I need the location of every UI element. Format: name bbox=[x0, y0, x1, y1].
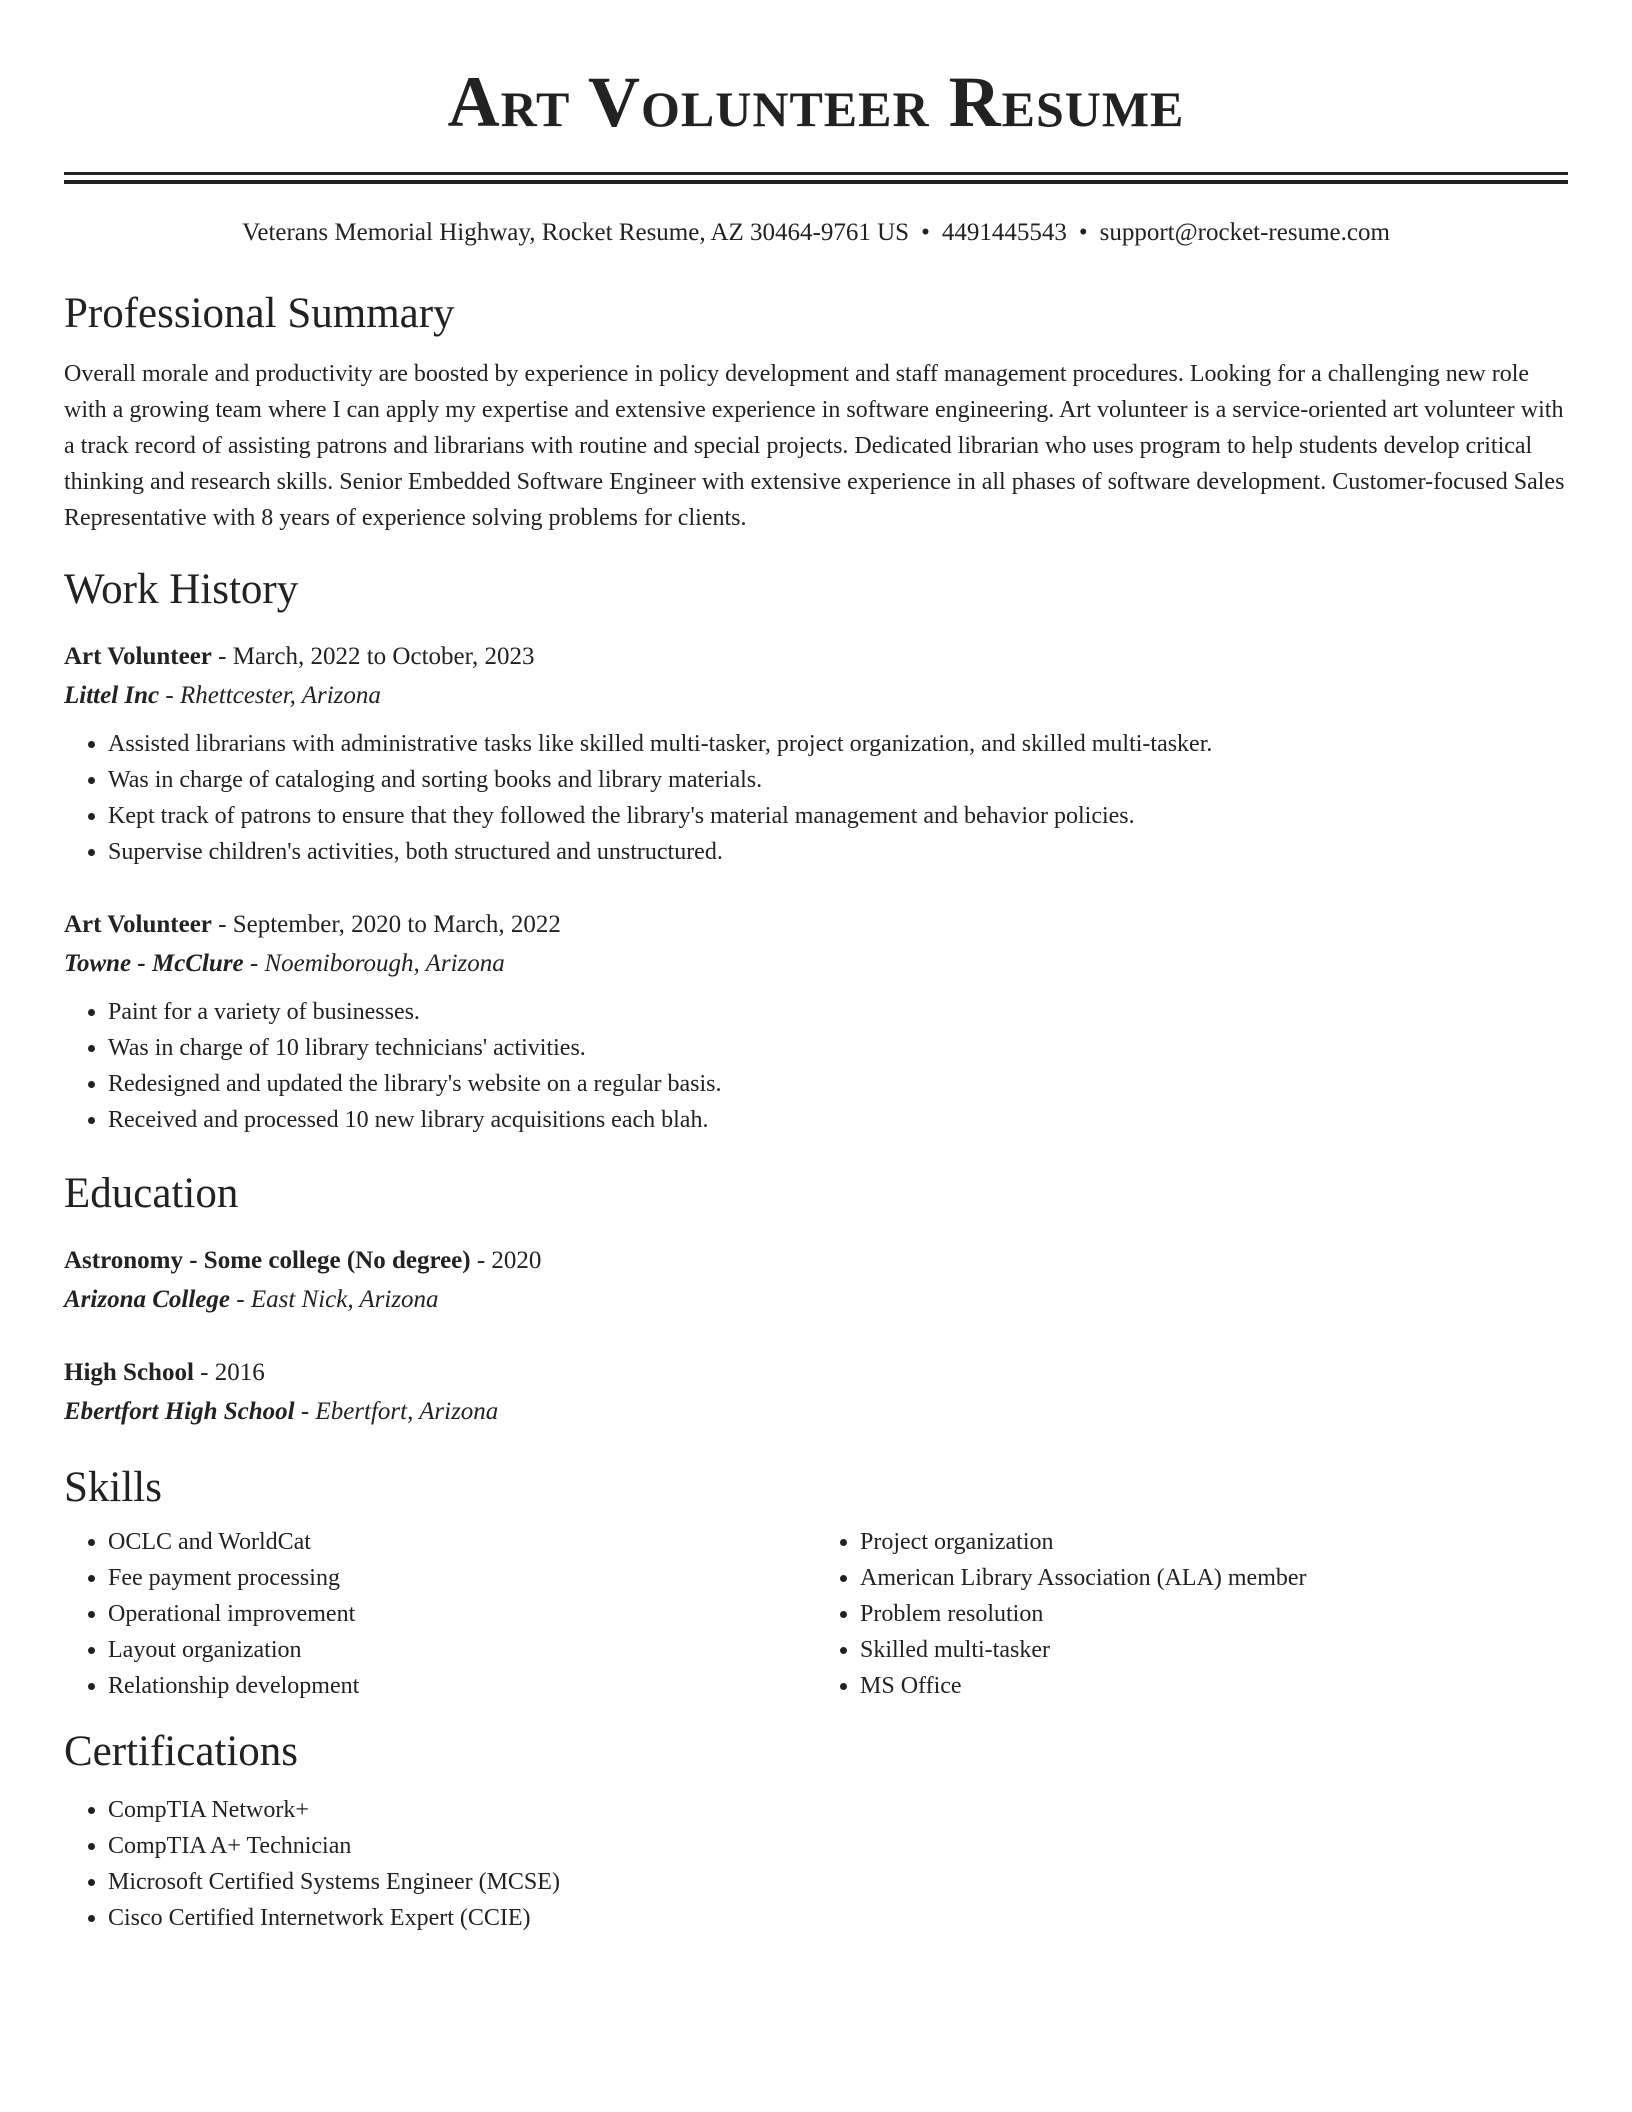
job-bullet: • Assisted librarians with administrative tasks like skilled multi-tasker, project organization, and skilled multi-tasker. bbox=[108, 726, 1568, 762]
education-year: - 2016 bbox=[193, 1359, 265, 1386]
skill-item: • Layout organization bbox=[108, 1632, 816, 1668]
skill-item: • Operational improvement bbox=[108, 1596, 816, 1632]
education-degree: High School bbox=[64, 1359, 194, 1386]
job-company-line bbox=[64, 676, 1568, 716]
education-location: - East Nick, Arizona bbox=[230, 1286, 439, 1313]
contact-line bbox=[64, 216, 1568, 250]
contact-address: Veterans Memorial Highway, Rocket Resume, AZ 30464-9761 US bbox=[242, 219, 910, 246]
summary-text: Overall morale and productivity are boosted by experience in policy development and staff management procedures. Looking for a challenging new role with a growing team where I can apply my expertise and extensive experience in software engineering. Art volunteer is a service-oriented art volunteer with a track record of assisting patrons and librarians with routine and special projects. Dedicated librarian who uses program to help students develop critical thinking and research skills. Senior Embedded Software Engineer with extensive experience in all phases of software development. Customer-focused Sales Representative with 8 years of experience solving problems for clients. bbox=[64, 361, 1565, 531]
skill-item: • American Library Association (ALA) member bbox=[860, 1560, 1568, 1596]
job-title: Art Volunteer bbox=[64, 911, 212, 938]
job-location: - Noemiborough, Arizona bbox=[243, 950, 505, 977]
skills-columns bbox=[64, 1524, 1568, 1704]
skill-item: • Problem resolution bbox=[860, 1596, 1568, 1632]
education-school-line bbox=[64, 1392, 1568, 1432]
job-bullet: • Was in charge of 10 library technicians' activities. bbox=[108, 1030, 1568, 1066]
skill-item: • Fee payment processing bbox=[108, 1560, 816, 1596]
skill-item: • OCLC and WorldCat bbox=[108, 1524, 816, 1560]
education-entry bbox=[64, 1242, 1568, 1320]
job-bullet: • Kept track of patrons to ensure that they followed the library's material management and behavior policies. bbox=[108, 798, 1568, 834]
job-bullet: • Redesigned and updated the library's website on a regular basis. bbox=[108, 1066, 1568, 1102]
job-title: Art Volunteer bbox=[64, 643, 212, 670]
education-school-line bbox=[64, 1280, 1568, 1320]
education-school: Ebertfort High School bbox=[64, 1398, 295, 1425]
contact-phone: 4491445543 bbox=[941, 219, 1067, 246]
job-entry bbox=[64, 906, 1568, 1138]
job-bullet: • Paint for a variety of businesses. bbox=[108, 994, 1568, 1030]
skill-item: • Relationship development bbox=[108, 1668, 816, 1704]
job-title-line bbox=[64, 638, 1568, 676]
summary-heading: Professional Summary bbox=[64, 290, 455, 337]
certification-item: • CompTIA A+ Technician bbox=[108, 1828, 1568, 1864]
certification-item: • CompTIA Network+ bbox=[108, 1792, 1568, 1828]
skill-item: • Skilled multi-tasker bbox=[860, 1632, 1568, 1668]
education-entry bbox=[64, 1354, 1568, 1432]
skill-item: • MS Office bbox=[860, 1668, 1568, 1704]
education-degree: Astronomy - Some college (No degree) bbox=[64, 1247, 471, 1274]
job-bullets bbox=[64, 726, 1568, 870]
education-school: Arizona College bbox=[64, 1286, 230, 1313]
certification-item: • Microsoft Certified Systems Engineer (MCSE) bbox=[108, 1864, 1568, 1900]
job-company-line bbox=[64, 944, 1568, 984]
skill-item: • Project organization bbox=[860, 1524, 1568, 1560]
job-company: Towne - McClure bbox=[64, 950, 244, 977]
job-dates: - March, 2022 to October, 2023 bbox=[211, 643, 535, 670]
certifications-heading: Certifications bbox=[64, 1728, 299, 1775]
job-bullet: • Supervise children's activities, both structured and unstructured. bbox=[108, 834, 1568, 870]
resume-title: Art Volunteer Resume bbox=[447, 62, 1185, 142]
skills-heading: Skills bbox=[64, 1464, 162, 1511]
job-title-line bbox=[64, 906, 1568, 944]
job-entry bbox=[64, 638, 1568, 870]
resume-page bbox=[64, 0, 1568, 1936]
job-bullets bbox=[64, 994, 1568, 1138]
contact-email: support@rocket-resume.com bbox=[1099, 219, 1390, 246]
education-degree-line bbox=[64, 1242, 1568, 1280]
contact-separator: • bbox=[921, 219, 930, 246]
education-heading: Education bbox=[64, 1170, 239, 1217]
work-history-heading: Work History bbox=[64, 566, 299, 613]
job-dates: - September, 2020 to March, 2022 bbox=[211, 911, 561, 938]
education-location: - Ebertfort, Arizona bbox=[294, 1398, 499, 1425]
certification-item: • Cisco Certified Internetwork Expert (CCIE) bbox=[108, 1900, 1568, 1936]
job-bullet: • Was in charge of cataloging and sorting books and library materials. bbox=[108, 762, 1568, 798]
education-year: - 2020 bbox=[470, 1247, 542, 1274]
job-company: Littel Inc bbox=[64, 682, 160, 709]
certifications-list bbox=[64, 1792, 1568, 1936]
job-location: - Rhettcester, Arizona bbox=[159, 682, 381, 709]
skills-left-list bbox=[64, 1524, 816, 1704]
education-degree-line bbox=[64, 1354, 1568, 1392]
title-double-rule bbox=[64, 172, 1568, 184]
job-bullet: • Received and processed 10 new library acquisitions each blah. bbox=[108, 1102, 1568, 1138]
skills-right-list bbox=[816, 1524, 1568, 1704]
contact-separator: • bbox=[1078, 219, 1088, 246]
